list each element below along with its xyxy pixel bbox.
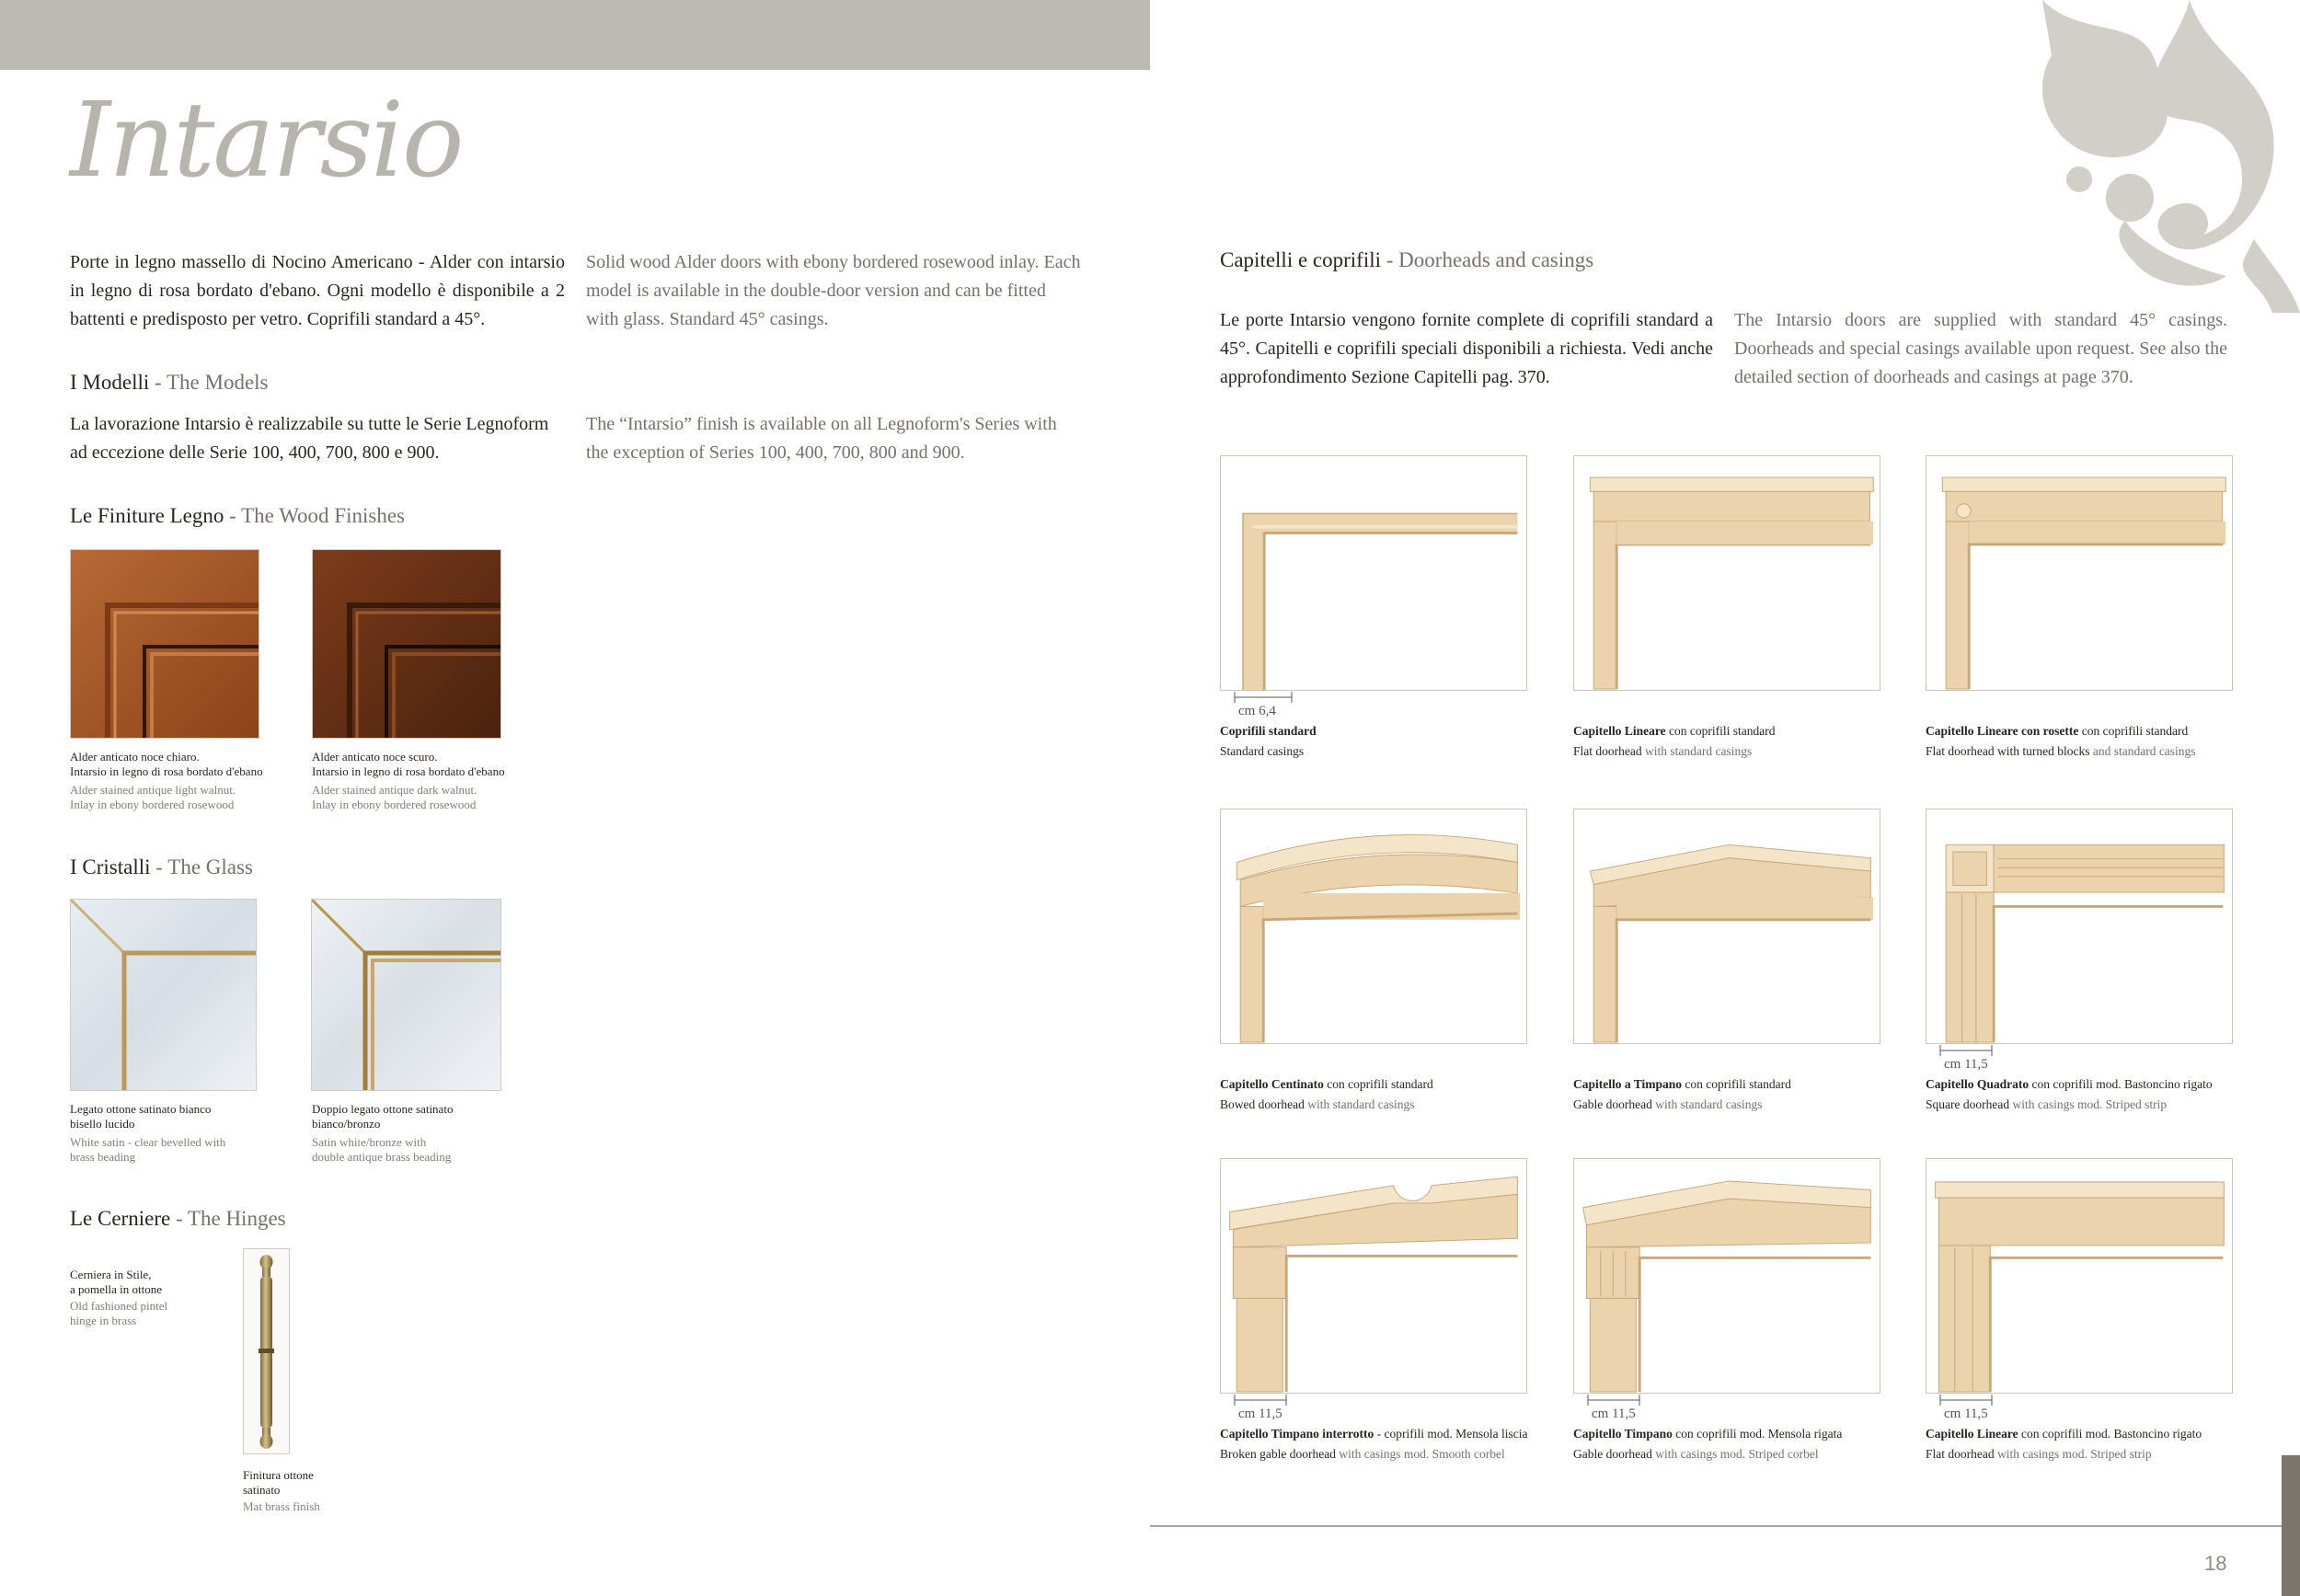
page-number: 18 <box>2204 1552 2227 1575</box>
glass-heading: I Cristalli - The Glass <box>70 855 253 878</box>
finish-swatch-dark <box>312 549 501 739</box>
models-text-it: La lavorazione Intarsio è realizzabile su tutte le Serie Legnoform ad eccezione delle Serie 100, 400, 700, 800 e 900. <box>70 414 549 463</box>
doorheads-heading: Capitelli e coprifili - Doorheads and casings <box>1220 248 1594 271</box>
intro-text-en: Solid wood Alder doors with ebony bordered rosewood inlay. Each model is available in the double-door version and can be fitted with glass. Standard 45° casings. <box>586 252 1081 329</box>
finish-swatch-light <box>70 549 259 739</box>
doorhead-caption: Capitello Lineare con rosette con coprifili standard Flat doorhead with turned blocks and standard casings <box>1926 724 2196 758</box>
doorhead-caption: Capitello Quadrato con coprifili mod. Bastoncino rigato Square doorhead with casings mod. Striped strip <box>1926 1077 2213 1111</box>
doorhead-measure: cm 11,5 <box>1944 1407 1988 1421</box>
hinge-image <box>243 1248 290 1454</box>
doorhead-image-2 <box>1573 455 1880 691</box>
doorhead-image-8 <box>1573 1158 1880 1394</box>
doorhead-caption: Capitello Timpano con coprifili mod. Mensola rigata Gable doorhead with casings mod. Striped corbel <box>1573 1427 1843 1461</box>
doorhead-measure: cm 11,5 <box>1238 1407 1282 1421</box>
doorhead-measure: cm 11,5 <box>1944 1057 1988 1072</box>
models-heading: I Modelli - The Models <box>70 371 269 394</box>
doorhead-image-1 <box>1220 455 1527 691</box>
finish-caption-dark: Alder anticato noce scuro. Intarsio in legno di rosa bordato d'ebano Alder stained antique dark walnut. Inlay in ebony bordered rosewood <box>312 750 505 811</box>
hinges-heading: Le Cerniere - The Hinges <box>70 1207 286 1230</box>
doorhead-caption: Capitello Centinato con coprifili standard Bowed doorhead with standard casings <box>1220 1077 1433 1111</box>
intro-text-it: Porte in legno massello di Nocino Americano - Alder con intarsio in legno di rosa bordato d'ebano. Ogni modello è disponibile a 2 battenti e predisposto per vetro. Coprifili standard a 45°. <box>70 252 565 329</box>
footer-rule <box>1150 1525 2300 1527</box>
doorheads-text-en: The Intarsio doors are supplied with standard 45° casings. Doorheads and special casings available upon request. See also the detailed section of doorheads and casings at page 370. <box>1734 310 2227 387</box>
hinge-caption-bottom: Finitura ottone satinato Mat brass finish <box>243 1468 320 1513</box>
doorhead-image-6 <box>1926 809 2233 1044</box>
header-bar <box>0 0 1150 70</box>
doorhead-image-5 <box>1573 809 1880 1044</box>
doorhead-caption: Capitello a Timpano con coprifili standard Gable doorhead with standard casings <box>1573 1077 1791 1111</box>
doorhead-image-4 <box>1220 809 1527 1044</box>
glass-swatch-single <box>70 899 257 1091</box>
doorhead-measure: cm 11,5 <box>1592 1407 1636 1421</box>
doorhead-caption: Capitello Lineare con coprifili mod. Bastoncino rigato Flat doorhead with casings mod. Striped strip <box>1926 1427 2202 1461</box>
page-title: Intarsio <box>70 81 463 201</box>
doorheads-text-it: Le porte Intarsio vengono fornite complete di coprifili standard a 45°. Capitelli e coprifili speciali disponibili a richiesta. Vedi anche approfondimento Sezione Capitelli pag. 370. <box>1220 310 1713 387</box>
glass-caption-double: Doppio legato ottone satinato bianco/bronzo Satin white/bronze with double antique brass beading <box>312 1102 454 1164</box>
doorhead-caption: Coprifili standard Standard casings <box>1220 724 1317 758</box>
glass-swatch-double <box>311 899 501 1091</box>
doorhead-image-7 <box>1220 1158 1527 1394</box>
finishes-heading: Le Finiture Legno - The Wood Finishes <box>70 504 405 527</box>
doorhead-image-3 <box>1926 455 2233 691</box>
models-text-en: The “Intarsio” finish is available on all Legnoform's Series with the exception of Series 100, 400, 700, 800 and 900. <box>586 414 1057 463</box>
doorhead-image-9 <box>1926 1158 2233 1394</box>
doorhead-measure: cm 6,4 <box>1238 704 1276 718</box>
glass-caption-single: Legato ottone satinato bianco bisello lucido White satin - clear bevelled with brass beading <box>70 1102 226 1164</box>
ornament-flourish <box>1969 0 2300 313</box>
hinge-caption-left: Cerniera in Stile, a pomella in ottone Old fashioned pintel hinge in brass <box>70 1268 168 1327</box>
doorhead-caption: Capitello Timpano interrotto - coprifili mod. Mensola liscia Broken gable doorhead with casings mod. Smooth corbel <box>1220 1427 1528 1461</box>
doorhead-caption: Capitello Lineare con coprifili standard Flat doorhead with standard casings <box>1573 724 1776 758</box>
finish-caption-light: Alder anticato noce chiaro. Intarsio in legno di rosa bordato d'ebano Alder stained antique light walnut. Inlay in ebony bordered rosewood <box>70 750 263 811</box>
side-tab <box>2282 1455 2300 1596</box>
